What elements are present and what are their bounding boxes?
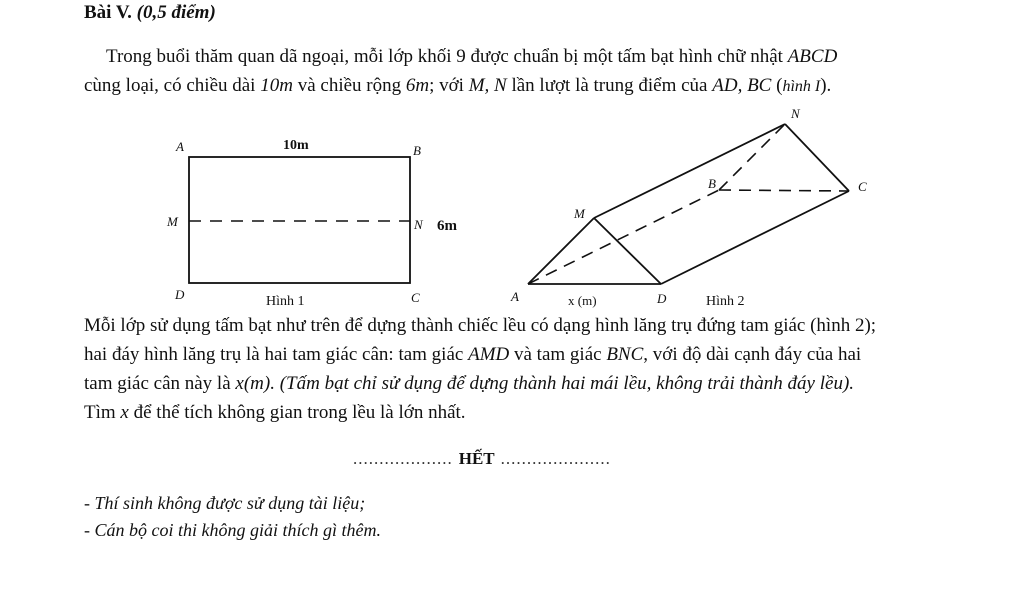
- exam-notes: [84, 490, 381, 544]
- task-line-3: [84, 369, 984, 398]
- caption-hinh-1: Hình 1: [266, 294, 305, 309]
- end-word: HẾT: [458, 449, 495, 468]
- label-b: B: [708, 176, 716, 191]
- task-text-2c: , với độ dài cạnh đáy của hai: [643, 344, 862, 365]
- problem-points: (0,5 điểm): [136, 2, 216, 23]
- caption-hinh-2: Hình 2: [706, 294, 745, 309]
- math-mn: M, N: [468, 75, 507, 96]
- task-text-2a: hai đáy hình lăng trụ là hai tam giác cân: tam giác: [84, 344, 469, 365]
- math-length: 10m: [260, 75, 293, 96]
- rectangle-abcd: [189, 157, 410, 283]
- math-x: x: [120, 402, 129, 423]
- label-a: A: [511, 289, 519, 304]
- edge-nc: [785, 124, 849, 191]
- label-width: 6m: [437, 218, 457, 234]
- intro-text-2f: ).: [820, 75, 832, 96]
- edge-md: [594, 218, 661, 284]
- problem-task-paragraph: [84, 311, 984, 427]
- task-text-2b: và tam giác: [509, 344, 607, 365]
- label-m: M: [574, 206, 585, 221]
- task-text-3a: tam giác cân này là: [84, 373, 236, 394]
- intro-text-2b: và chiều rộng: [292, 75, 406, 96]
- label-d: D: [657, 291, 667, 306]
- intro-text-2a: cùng loại, có chiều dài: [84, 75, 261, 96]
- label-n: N: [791, 106, 800, 121]
- end-mark: [353, 449, 611, 469]
- label-a: A: [176, 139, 184, 154]
- label-c: C: [858, 179, 867, 194]
- label-c: C: [411, 290, 420, 305]
- task-line-2: [84, 340, 984, 369]
- figure-ref: hình I: [782, 78, 821, 95]
- intro-text-2c: ; với: [429, 75, 469, 96]
- note-line: - Cán bộ coi thi không giải thích gì thêm.: [84, 520, 381, 540]
- intro-text-2e: (: [771, 75, 783, 96]
- label-b: B: [413, 143, 421, 158]
- math-bnc: BNC: [606, 344, 644, 365]
- end-dots-left: ...................: [353, 449, 453, 468]
- label-x: x (m): [568, 293, 597, 308]
- math-adbc: AD, BC: [712, 75, 772, 96]
- task-line-4: [84, 398, 984, 427]
- intro-text-2d: lần lượt là trung điểm của: [506, 75, 713, 96]
- math-width: 6m: [405, 75, 430, 96]
- edge-dc: [661, 191, 849, 284]
- figure-1-rectangle: [166, 138, 458, 309]
- task-text-4b: để thể tích không gian trong lều là lớn nhất.: [128, 402, 466, 423]
- task-line-1: Mỗi lớp sử dụng tấm bạt như trên để dựng thành chiếc lều có dạng hình lăng trụ đứng tam giác (hình 2);: [84, 315, 877, 336]
- math-amd: AMD: [468, 344, 510, 365]
- task-text-3b: . (Tấm bạt chỉ sử dụng để dựng thành hai mái lều, không trải thành đáy lều).: [270, 373, 855, 394]
- problem-number: Bài V.: [84, 2, 132, 23]
- edge-am: [528, 218, 594, 284]
- math-abcd: ABCD: [787, 46, 838, 67]
- math-xm: x(m): [235, 373, 271, 394]
- intro-text-1: Trong buổi thăm quan dã ngoại, mỗi lớp khối 9 được chuẩn bị một tấm bạt hình chữ nhật: [106, 46, 788, 67]
- task-text-4a: Tìm: [84, 402, 121, 423]
- figure-2-prism: [510, 106, 867, 309]
- hidden-edge-bc: [719, 190, 849, 191]
- note-line: - Thí sinh không được sử dụng tài liệu;: [84, 493, 366, 513]
- label-length: 10m: [283, 138, 309, 153]
- label-d: D: [175, 287, 185, 302]
- end-dots-right: .....................: [500, 449, 611, 468]
- label-n: N: [414, 217, 423, 232]
- hidden-edge-bn: [719, 124, 785, 190]
- label-m: M: [167, 214, 178, 229]
